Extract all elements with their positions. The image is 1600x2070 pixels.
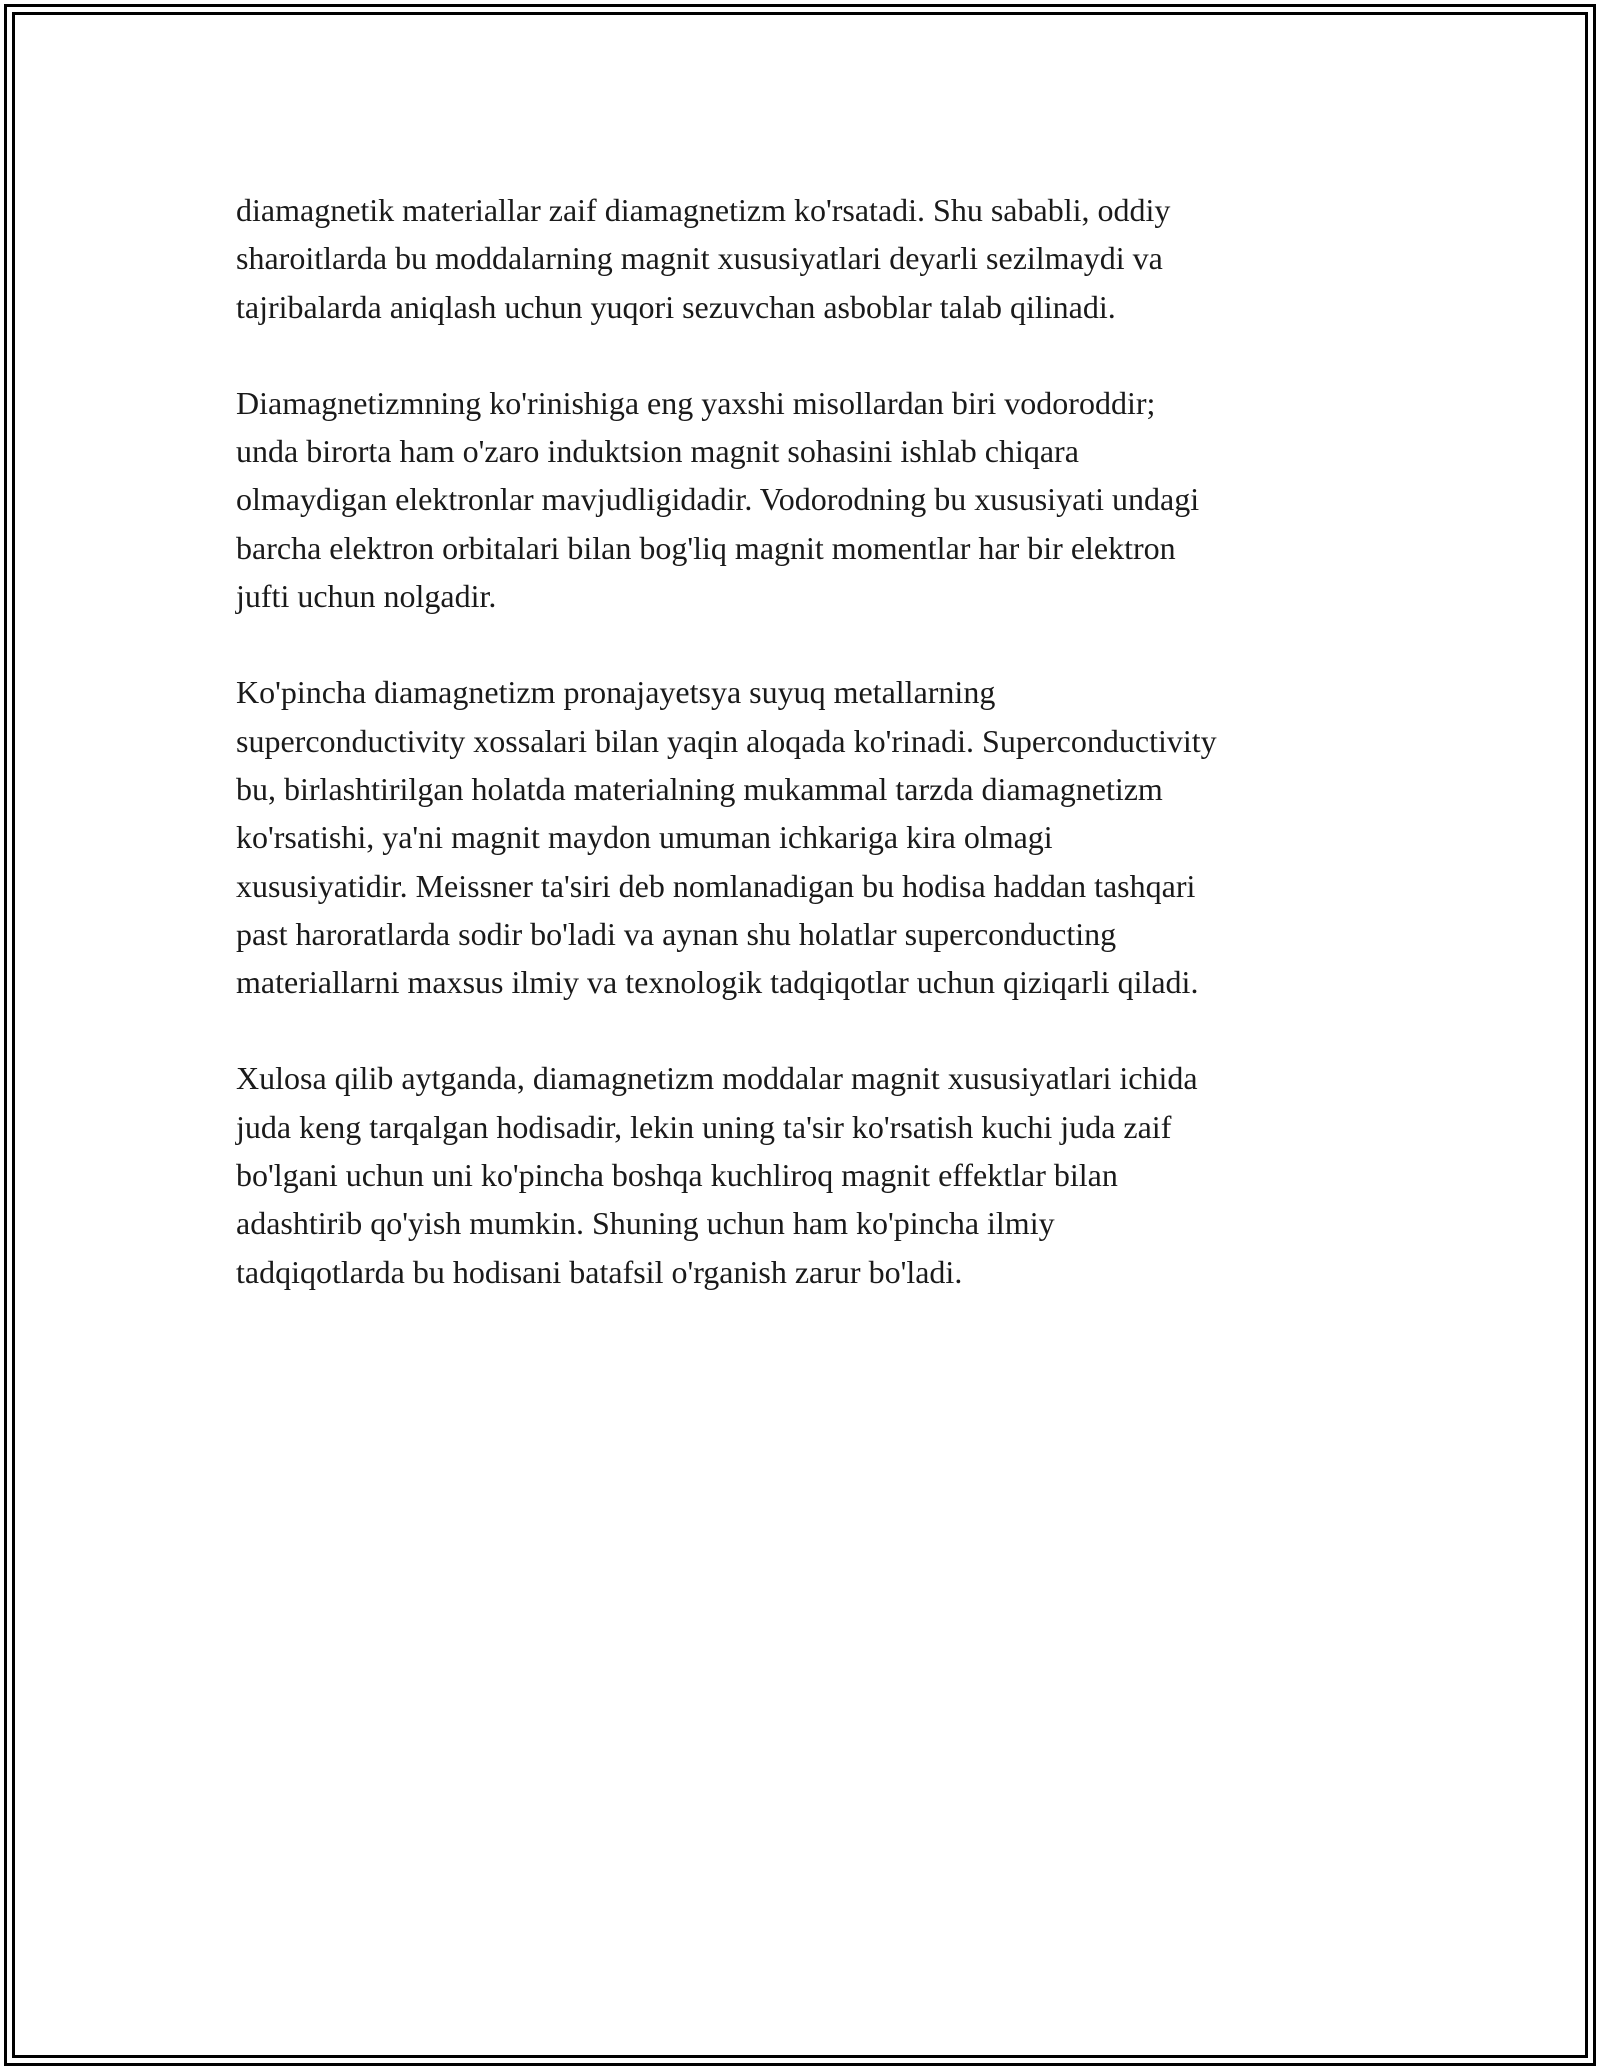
paragraph-2: Diamagnetizmning ko'rinishiga eng yaxshi misollardan biri vodoroddir; unda birorta ham o'zaro induktsion magnit sohasini ishlab chiqara olmaydigan elektronlar mavjudligidadir. Vodorodning bu xususiyati undagi barcha elektron orbitalari bilan bog'liq magnit momentlar har bir elektron jufti uchun nolgadir. — [236, 384, 1200, 615]
paragraph-1: diamagnetik materiallar zaif diamagnetizm ko'rsatadi. Shu sababli, oddiy sharoitlarda bu moddalarning magnit xususiyatlari deyarli sezilmaydi va tajribalarda aniqlash uchun yuqori sezuvchan asboblar talab qilinadi. — [236, 192, 1171, 325]
paragraph-3: Ko'pincha diamagnetizm pronajayetsya suyuq metallarning superconductivity xossalari bilan yaqin aloqada ko'rinadi. Superconductivity bu, birlashtirilgan holatda materialning mukammal tarzda diamagnetizm ko'rsatishi, ya'ni magnit maydon umuman ichkariga kira olmagi xususiyatidir. Meissner ta'siri deb nomlanadigan bu hodisa haddan tashqari past haroratlarda sodir bo'ladi va aynan shu holatlar superconducting materiallarni maxsus ilmiy va texnologik tadqiqotlar uchun qiziqarli qiladi. — [236, 674, 1217, 1001]
document-body — [236, 186, 1376, 1344]
paragraph-4: Xulosa qilib aytganda, diamagnetizm moddalar magnit xususiyatlari ichida juda keng tarqalgan hodisadir, lekin uning ta'sir ko'rsatish kuchi juda zaif bo'lgani uchun uni ko'pincha boshqa kuchliroq magnit effektlar bilan adashtirib qo'yish mumkin. Shuning uchun ham ko'pincha ilmiy tadqiqotlarda bu hodisani batafsil o'rganish zarur bo'ladi. — [236, 1060, 1198, 1290]
